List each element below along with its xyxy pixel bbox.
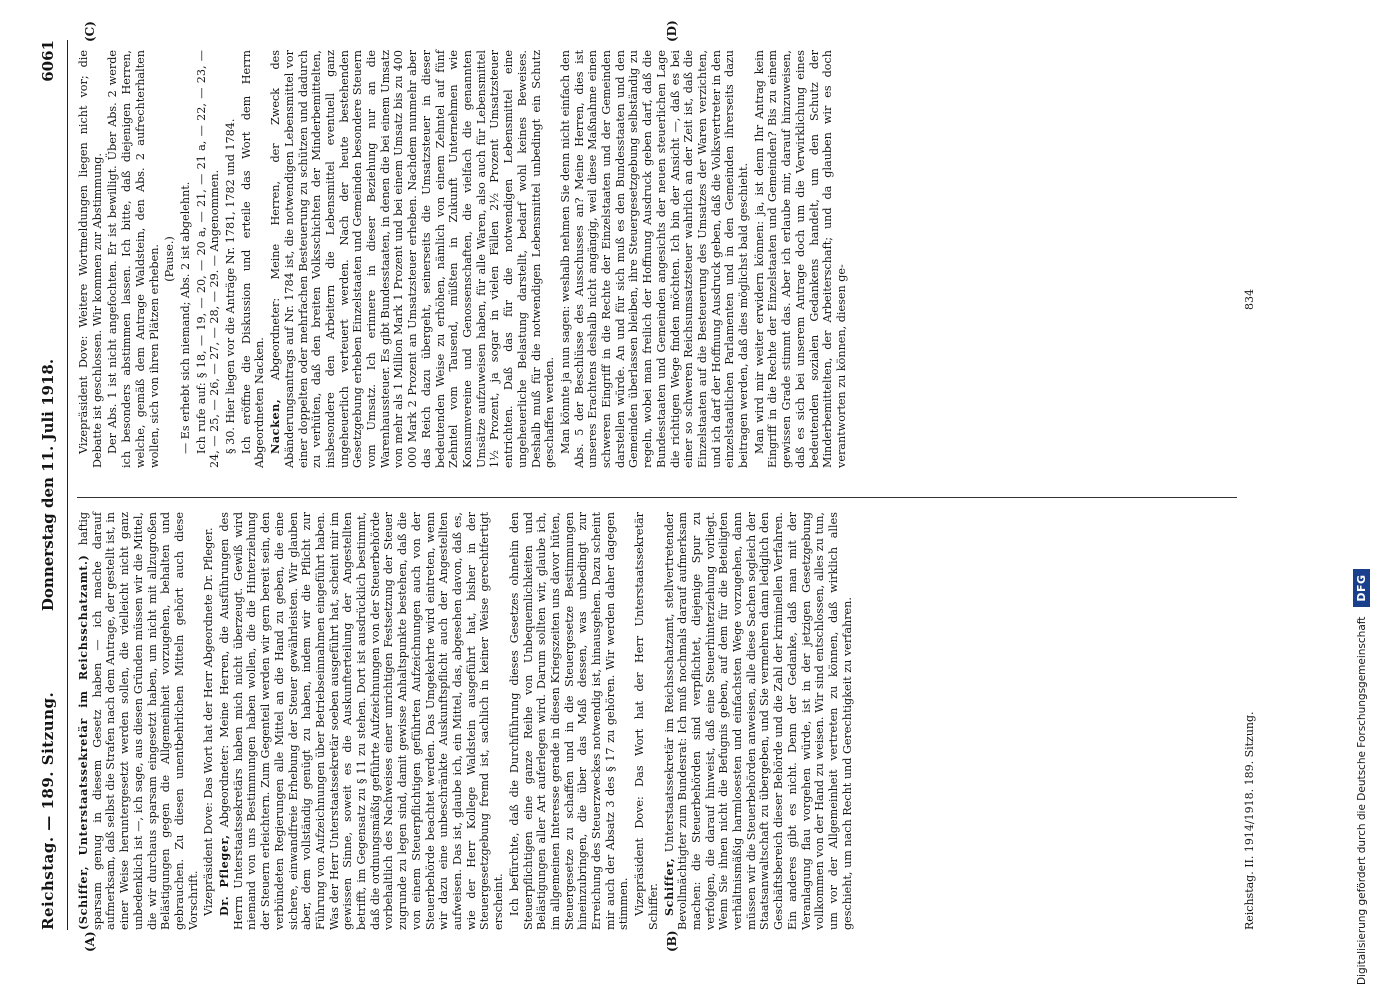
paragraph: Vizepräsident Dove: Das Wort hat der Herr Unterstaatssekretär Schiffer. — [633, 512, 660, 930]
paragraph — [269, 50, 557, 468]
digitization-credit — [1353, 569, 1370, 985]
dfg-logo: DFG — [1353, 569, 1370, 606]
paragraph: Ich eröffne die Diskussion und erteile das Wort dem Herrn Abgeordneten Nacken. — [239, 50, 267, 468]
paragraph: Vizepräsident Dove: Weitere Wortmeldungen liegen nicht vor; die Debatte ist geschlossen. Wir kommen zur Abstimmung. — [77, 50, 104, 468]
page-number: 6061 — [39, 40, 57, 82]
column-divider — [77, 497, 1237, 498]
paragraph-text: Abgeordneter: Meine Herren, der Zweck des Abänderungsantrags auf Nr. 1784 ist, die notwendigen Lebensmittel vor einer doppelten oder mehrfachen Besteuerung zu schützen und dadurch zu verhüten, daß den breiten Volksschichten der Minderbemittelten, insbesondere den Arbeitern die Lebensmittel eventuell ganz ungeheuerlich verteuert werden. Nach der heute bestehenden Gesetzgebung erheben Einzelstaaten und Gemeinden besondere Steuern vom Umsatz. Ich erinnere in dieser Beziehung nur an die Warenhaussteuer. Es gibt Bundesstaaten, in denen die bei einem Umsatz von mehr als 1 Million Mark 1 Prozent und bei einem Umsatz bis zu 400 000 Mark 2 Prozent an Umsatzsteuer erheben. Nachdem nunmehr aber das Reich dazu übergeht, seinerseits die Umsatzsteuer in dieser bedeutenden Weise zu erhöhen, nämlich von einem Zehntel auf fünf Zehntel vom Tausend, müßten in Zukunft Unternehmen wie Konsumvereine und Genossenschaften, die vielfach die genannten Umsätze aufzuweisen haben, für alle Waren, also auch für Lebensmittel 1½ Prozent, ja sogar in vielen Fällen 2½ Prozent Umsatzsteuer entrichten. Daß das für die notwendigen Lebensmittel eine ungeheuerliche Belastung darstellt, bedarf wohl keines Beweises. Deshalb muß für die notwendigen Lebensmittel unbedingt ein Schutz geschaffen werden. — [269, 50, 557, 468]
paragraph-text: Abgeordneter: Meine Herren, die Ausführungen des Herrn Unterstaatssekretärs haben mich nicht überzeugt. Gewiß wird niemand von uns Bestimmungen haben wollen, die die Hinterziehung der Steuern erleichtern. Zum Gegenteil werden wir gern bereit sein, den verbündeten Regierungen alle Mittel an die Hand zu geben, die eine sichere, einwandfreie Erhebung der Steuer gewährleisten. Wir glauben aber, dem vollständig genügt zu haben, indem wir die Pflicht zur Führung von Aufzeichnungen über Betriebseinnahmen eingeführt haben. Was der Herr Unterstaatssekretär soeben ausgeführt hat, scheint mir im gewissen Sinne, soweit es die Auskunfterteilung der Angestellten betrifft, im Gegensatz zu § 11 zu stehen. Dort ist ausdrücklich bestimmt, daß die ordnungsmäßig geführte Aufzeichnungen von der Steuerbehörde vorbehaltlich des Nachweises einer unrichtigen Festsetzung der Steuer zugrunde zu legen sind, damit gewisse Anhaltspunkte bestehen, daß die von einem Steuerpflichtigen geführten Aufzeichnungen auch von der Steuerbehörde beachtet werden. Das Umgekehrte wird eintreten, wenn wir dazu eine unbeschränkte Auskunftspflicht auch der Angestellten aufweisen. Das ist, glaube ich, ein Mittel, das, abgesehen davon, daß es, wie der Herr Kollege Waldstein ausgeführt hat, bisher in der Steuergesetzgebung fremd ist, sachlich in keiner Weise gerechtfertigt erscheint. — [218, 512, 506, 930]
paragraph: — Es erhebt sich niemand; Abs. 2 ist abgelehnt. — [178, 181, 192, 454]
page-header — [33, 40, 67, 930]
paragraph: Man wird mir weiter erwidern können: ja, ist denn Ihr Antrag kein Eingriff in die Rechte der Einzelstaaten und Gemeinden? Bis zu einem gewissen Grade stimmt das. Aber ich erlaube mir, darauf hinzuweisen, daß es sich bei unserem Antrage doch um die Verwirklichung eines bedeutenden sozialen Gedankens handelt, um den Schutz der Minderbemittelten, der Arbeiterschaft; und da glauben wir es doch verantworten zu können, diesen ge- — [752, 50, 848, 468]
paragraph-text: haftig sparsam genug in diesem Gesetz haben — ich mache darauf aufmerksam, daß selbst die Strafen nach dem Antrage, der gestellt ist, in einer Weise heruntergesetzt werden sollen, die vielleicht nicht ganz unbedenklich ist —, ich sage, aus diesen Gründen müssen wir die Mittel, die wir durchaus sparsam eingesetzt haben, um nicht mit allzugroßen Belästigungen gegen die Allgemeinheit vorzugehen, behalten und gebrauchen. Zu diesen unentbehrlichen Mitteln gehört auch diese Vorschrift. — [77, 511, 200, 930]
scanned-page — [25, 0, 1325, 1000]
header-rule — [67, 40, 68, 930]
margin-marker-c: (C) — [83, 21, 97, 42]
paragraph: (Pause.) — [163, 236, 177, 282]
speaker-label: Schiffer, — [661, 857, 676, 916]
speaker-label: Dr. Pfleger, — [217, 834, 232, 916]
speaker-label: (Schiffer, Unterstaatssekretär im Reichsschatzamt.) — [76, 554, 90, 930]
paragraph: Vizepräsident Dove: Das Wort hat der Herr Abgeordnete Dr. Pfleger. — [202, 527, 216, 916]
footer-page-code: 834 — [1243, 289, 1256, 310]
paragraph: Ich rufe auf: § 18, — 19, — 20, — 20 a, — 21, — 21 a, — 22, — 23, — 24, — 25, — 26, — 27, — 28, — 29. — Angenommen. — [194, 50, 222, 468]
credit-text: Digitalisierung gefördert durch die Deutsche Forschungsgemeinschaft — [1355, 616, 1368, 985]
header-date: Donnerstag den 11. Juli 1918. — [39, 358, 57, 612]
header-title: Reichstag. — 189. Sitzung. — [39, 691, 57, 930]
right-column — [77, 50, 851, 468]
margin-marker-b: (B) — [665, 930, 679, 952]
footer-label: Reichstag. II. 1914/1918. 189. Sitzung. — [1243, 711, 1256, 930]
paragraph: Der Abs. 1 ist nicht angefochten. Er ist bewilligt. Über Abs. 2 werde ich besonders abstimmen lassen. Ich bitte, daß diejenigen Herren, welche, gemäß dem Antrage Waldstein, den Abs. 2 aufrechterhalten wollen, sich von ihren Plätzen erheben. — [106, 50, 161, 468]
paragraph: Man könnte ja nun sagen: weshalb nehmen Sie denn nicht einfach den Abs. 5 der Beschlüsse des Ausschusses an? Meine Herren, dies ist unseres Erachtens deshalb nicht angängig, weil diese Maßnahme einen schweren Eingriff in die Rechte der Einzelstaaten und der Gemeinden darstellen würde. An und für sich muß es den Bundesstaaten und den Gemeinden überlassen bleiben, ihre Steuergesetzgebung selbständig zu regeln, wobei man freilich der Hoffnung Ausdruck geben darf, daß die Bundesstaaten und Gemeinden angesichts der neuen steuerlichen Lage die richtigen Wege finden möchten. Ich bin der Ansicht —, daß es bei einer so schweren Reichsumsatzsteuer wahrlich an der Zeit ist, daß die Einzelstaaten auf die Besteuerung des Umsatzes der Waren verzichten, und ich darf der Hoffnung Ausdruck geben, daß die Volksvertreter in den einzelstaatlichen Parlamenten und in den Gemeinden ihrerseits dazu beitragen werden, daß dies möglichst bald geschieht. — [558, 50, 751, 468]
paragraph — [663, 512, 855, 930]
paragraph — [218, 512, 506, 930]
paragraph: § 30. Hier liegen vor die Anträge Nr. 1781, 1782 und 1784. — [224, 118, 238, 454]
paragraph: Ich befürchte, daß die Durchführung dieses Gesetzes ohnehin den Steuerpflichtigen eine ganze Reihe von Unbequemlichkeiten und Belästigungen aller Art auferlegen wird. Darum sollten wir, glaube ich, im allgemeinen Interesse gerade in diesen Kriegszeiten uns davor hüten, Steuergesetze zu schaffen und in die Steuergesetze Bestimmungen hineinzubringen, die über das Maß dessen, was unbedingt zur Erreichung des Steuerzweckes notwendig ist, hinausgehen. Dazu scheint mir auch der Absatz 3 des § 17 zu gehören. Wir werden daher dagegen stimmen. — [507, 512, 631, 930]
left-column — [77, 512, 856, 930]
paragraph-text: Unterstaatssekretär im Reichsschatzamt, stellvertretender Bevollmächtigter zum Bundesrat: Ich muß nochmals darauf aufmerksam machen: die Steuerbehörden sind verpflichtet, diejenige Spur zu verfolgen, die darauf hinweist, daß eine Steuerhinterziehung vorliegt. Wenn Sie ihnen nicht die Befugnis geben, auf dem für die Beteiligten verhältnismäßig harmlosesten und einfachsten Wege vorzugehen, dann müssen wir die Steuerbehörden anweisen, alle diese Sachen sogleich der Staatsanwaltschaft zu übergeben, und Sie vermehren dann lediglich den Geschäftsbereich dieser Behörde und die Zahl der kriminellen Verfahren. Ein anderes gibt es nicht. Denn der Gedanke, daß man mit der Veranlagung flau vorgehen würde, ist in der jetzigen Gesetzgebung vollkommen von der Hand zu weisen. Wir sind entschlossen, alles zu tun, um vor der Allgemeinheit vertreten zu können, daß wirklich alles geschieht, um nach Recht und Gerechtigkeit zu verfahren. — [662, 511, 854, 930]
margin-marker-a: (A) — [83, 931, 97, 952]
speaker-label: Nacken, — [268, 398, 283, 454]
margin-marker-d: (D) — [665, 20, 679, 42]
paragraph — [77, 512, 200, 930]
